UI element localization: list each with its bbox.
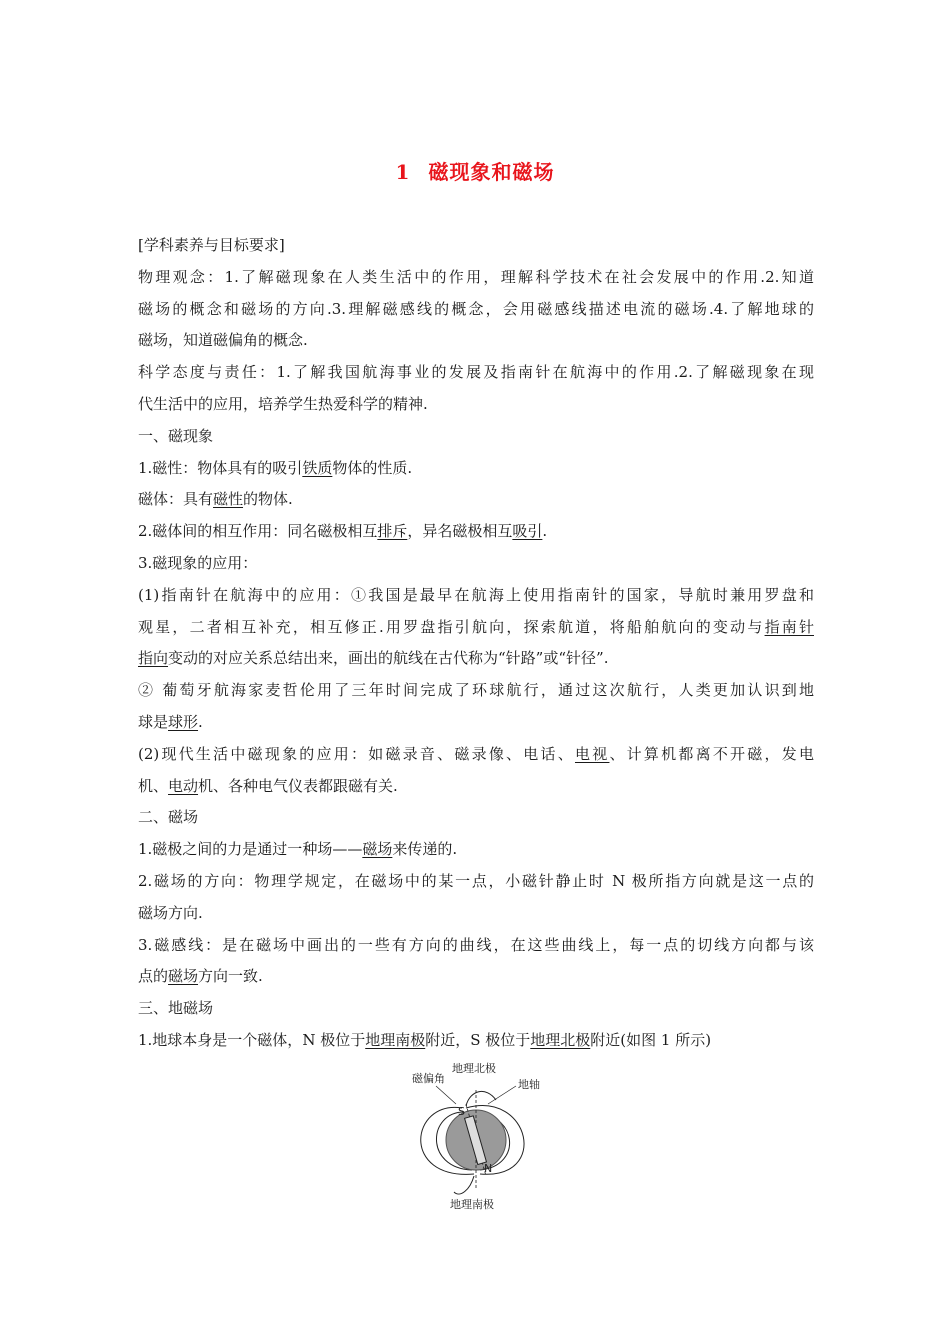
magellan-line1: ② 葡萄牙航海家麦哲伦用了三年时间完成了环球航行，通过这次航行，人类更加认识到地 (138, 681, 814, 700)
answer-blank: 铁质 (302, 458, 333, 477)
answer-blank: 电视 (574, 744, 610, 763)
text: 的物体. (243, 490, 293, 509)
label-s-pole: S (458, 1105, 465, 1118)
text: 附近(如图 1 所示) (590, 1030, 712, 1049)
answer-blank: 球形 (168, 712, 199, 731)
text: 观星，二者相互补充，相互修正.用罗盘指引航向，探索航道，将船舶航向的变动与 (138, 617, 765, 636)
label-geo-north: 地理北极 (452, 1062, 496, 1075)
field-line-bottom-arc (454, 1176, 474, 1194)
answer-blank: 指向 (138, 649, 169, 668)
magnetism-item-1 (138, 453, 814, 485)
text: 1.地球本身是一个磁体，N 极位于 (138, 1030, 366, 1049)
p1-line2: 磁场的概念和磁场的方向.3.理解磁感线的概念，会用磁感线描述电流的磁场.4.了解地球的 (138, 299, 814, 318)
section-head: [学科素养与目标要求] (138, 236, 285, 254)
p1-line3: 磁场，知道磁偏角的概念. (138, 331, 308, 350)
title-number: 1 (395, 160, 411, 184)
page-title (0, 156, 950, 185)
label-n-pole: N (484, 1162, 493, 1175)
magnetism-item-3: 3.磁现象的应用： (138, 553, 258, 572)
text: 机、 (138, 776, 169, 795)
text: 机、各种电气仪表都跟磁有关. (198, 776, 398, 795)
answer-blank: 地理北极 (530, 1030, 591, 1049)
answer-blank: 磁场 (168, 967, 199, 986)
earth-item-1 (138, 1025, 814, 1057)
answer-blank: 地理南极 (365, 1030, 426, 1049)
compass-line3 (138, 643, 814, 675)
declination-pointer (436, 1086, 456, 1104)
text: 来传递的. (392, 840, 458, 859)
answer-blank: 磁场 (362, 840, 393, 859)
text: 方向一致. (198, 967, 263, 986)
earth-magnetic-field-figure (400, 1060, 560, 1220)
answer-blank: 电动 (168, 776, 199, 795)
text: . (542, 522, 548, 541)
text: ，异名磁极相互 (407, 522, 513, 541)
magellan-line2 (138, 707, 814, 739)
text: 磁体：具有 (138, 490, 214, 509)
text: 球是 (138, 712, 169, 731)
field-line-top-arc (466, 1091, 496, 1106)
text: 1.磁极之间的力是通过一种场—— (138, 840, 363, 859)
field-item-2-line2: 磁场方向. (138, 903, 203, 922)
p2-line2: 代生活中的应用，培养学生热爱科学的精神. (138, 394, 428, 413)
field-item-2-line1: 2.磁场的方向：物理学规定，在磁场中的某一点，小磁针静止时 N 极所指方向就是这一点的 (138, 871, 814, 890)
compass-line2 (138, 612, 814, 644)
text: 点的 (138, 967, 169, 986)
heading-field: 二、磁场 (138, 808, 199, 827)
magnetism-item-2 (138, 516, 814, 548)
answer-blank: 排斥 (377, 522, 408, 541)
text: 变动的对应关系总结出来，画出的航线在古代称为“针路”或“针径”. (168, 649, 609, 668)
earth-field-diagram (400, 1060, 560, 1220)
document-body (138, 230, 814, 1057)
text: 物体的性质. (332, 458, 413, 477)
title-text: 磁现象和磁场 (428, 160, 555, 184)
field-item-1 (138, 834, 814, 866)
label-axis: 地轴 (518, 1078, 540, 1091)
text: 附近，S 极位于 (425, 1030, 531, 1049)
text: 、计算机都离不开磁，发电 (609, 744, 814, 763)
heading-earth-field: 三、地磁场 (138, 999, 214, 1018)
text: . (198, 712, 203, 731)
text: 2.磁体间的相互作用：同名磁极相互 (138, 522, 378, 541)
modern-line1 (138, 739, 814, 771)
answer-blank: 吸引 (512, 522, 543, 541)
p1-line1: 物理观念：1.了解磁现象在人类生活中的作用，理解科学技术在社会发展中的作用.2.知道 (138, 267, 814, 286)
label-geo-south: 地理南极 (450, 1198, 494, 1211)
text: 1.磁性：物体具有的吸引 (138, 458, 303, 477)
heading-magnetism: 一、磁现象 (138, 426, 214, 445)
magnet-definition (138, 484, 814, 516)
p2-line1: 科学态度与责任：1.了解我国航海事业的发展及指南针在航海中的作用.2.了解磁现象在现 (138, 363, 814, 382)
answer-blank: 磁性 (213, 490, 244, 509)
label-declination: 磁偏角 (412, 1072, 445, 1085)
answer-blank: 指南针 (764, 617, 814, 636)
field-item-3-line2 (138, 961, 814, 993)
modern-line2 (138, 771, 814, 803)
compass-line1: (1)指南针在航海中的应用：①我国是最早在航海上使用指南针的国家，导航时兼用罗盘和 (138, 585, 814, 604)
text: (2)现代生活中磁现象的应用：如磁录音、磁录像、电话、 (138, 744, 575, 763)
field-item-3-line1: 3.磁感线：是在磁场中画出的一些有方向的曲线，在这些曲线上，每一点的切线方向都与该 (138, 935, 814, 954)
